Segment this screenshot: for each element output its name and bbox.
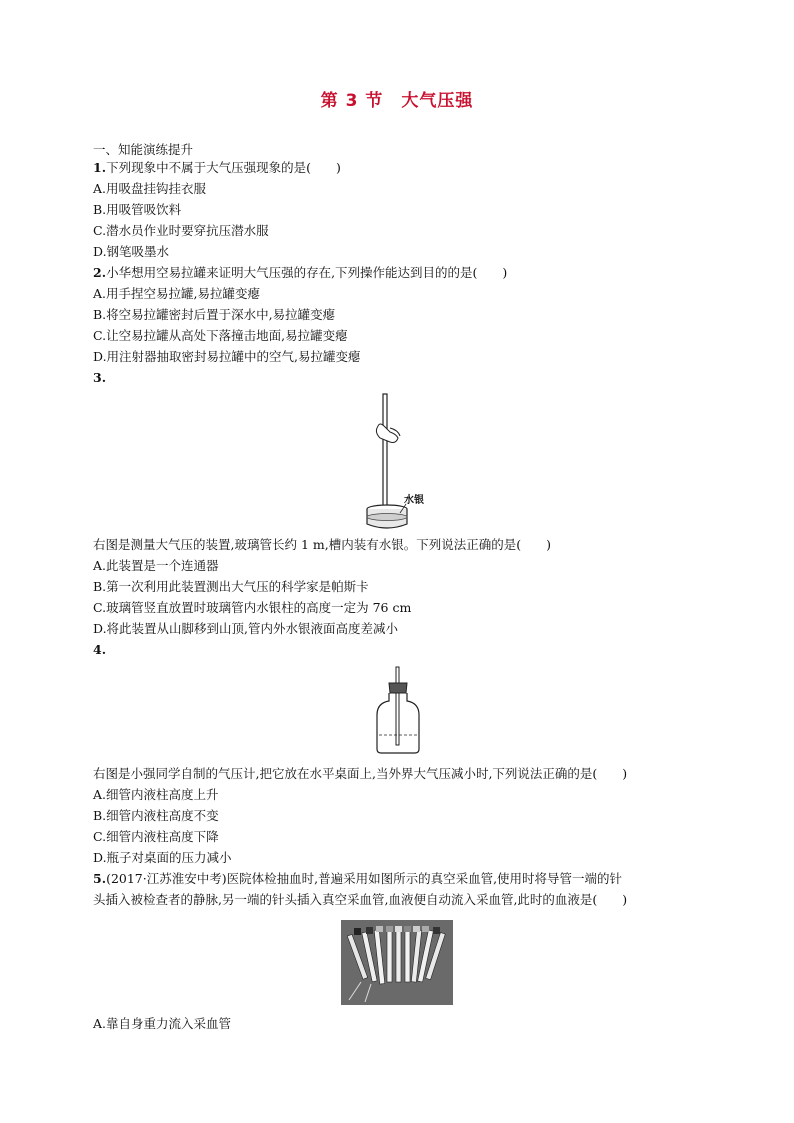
bottle xyxy=(377,693,419,753)
question-stem-line1: (2017·江苏淮安中考)医院体检抽血时,普遍采用如图所示的真空采血管,使用时将导管一端的针 xyxy=(106,871,623,886)
q3-option-d: D.将此装置从山脚移到山顶,管内外水银液面高度差减小 xyxy=(93,621,399,636)
question-number: 4. xyxy=(93,642,107,657)
torricelli-apparatus-figure xyxy=(360,392,440,532)
question-5-stem-line2: 头插入被检查者的静脉,另一端的针头插入真空采血管,血液便自动流入采血管,此时的血液是( ) xyxy=(93,892,628,907)
q2-option-b: B.将空易拉罐密封后置于深水中,易拉罐变瘪 xyxy=(93,307,336,322)
q2-option-a: A.用手捏空易拉罐,易拉罐变瘪 xyxy=(93,286,260,301)
q4-option-a: A.细管内液柱高度上升 xyxy=(93,787,219,802)
mercury-surface xyxy=(367,514,407,521)
q4-option-b: B.细管内液柱高度不变 xyxy=(93,808,219,823)
question-3-stem: 右图是测量大气压的装置,玻璃管长约 1 m,槽内装有水银。下列说法正确的是( ) xyxy=(93,537,551,552)
question-number: 2. xyxy=(93,265,107,280)
question-2 xyxy=(93,265,723,281)
question-4-number xyxy=(93,642,723,658)
question-4-stem: 右图是小强同学自制的气压计,把它放在水平桌面上,当外界大气压减小时,下列说法正确的是( ) xyxy=(93,766,628,781)
q3-option-a: A.此装置是一个连通器 xyxy=(93,558,219,573)
q4-option-d: D.瓶子对桌面的压力减小 xyxy=(93,850,232,865)
question-number: 3. xyxy=(93,370,107,385)
question-5 xyxy=(93,871,723,887)
blood-collection-tubes-photo xyxy=(341,920,453,1005)
question-stem: 下列现象中不属于大气压强现象的是( ) xyxy=(106,160,341,175)
question-3-number xyxy=(93,370,723,386)
q4-option-c: C.细管内液柱高度下降 xyxy=(93,829,219,844)
q1-option-b: B.用吸管吸饮料 xyxy=(93,202,182,217)
question-number: 1. xyxy=(93,160,107,175)
thin-tube xyxy=(396,667,399,745)
q3-option-b: B.第一次利用此装置测出大气压的科学家是帕斯卡 xyxy=(93,579,369,594)
tubes-illustration xyxy=(341,920,453,1005)
section-heading: 一、知能演练提升 xyxy=(93,142,194,157)
question-stem: 小华想用空易拉罐来证明大气压强的存在,下列操作能达到目的的是( ) xyxy=(106,265,508,280)
q1-option-d: D.钢笔吸墨水 xyxy=(93,244,170,259)
q3-option-c: C.玻璃管竖直放置时玻璃管内水银柱的高度一定为 76 cm xyxy=(93,600,412,615)
q5-option-a: A.靠自身重力流入采血管 xyxy=(93,1016,232,1031)
question-1 xyxy=(93,160,723,176)
mercury-label: 水银 xyxy=(404,495,424,506)
barometer-bottle-figure xyxy=(373,665,423,757)
q2-option-d: D.用注射器抽取密封易拉罐中的空气,易拉罐变瘪 xyxy=(93,349,361,364)
stopper xyxy=(389,683,407,693)
glass-tube xyxy=(383,394,387,519)
page-title: 第 3 节 大气压强 xyxy=(320,91,474,111)
q1-option-a: A.用吸盘挂钩挂衣服 xyxy=(93,181,207,196)
question-number: 5. xyxy=(93,871,107,886)
q2-option-c: C.让空易拉罐从高处下落撞击地面,易拉罐变瘪 xyxy=(93,328,348,343)
q1-option-c: C.潜水员作业时要穿抗压潜水服 xyxy=(93,223,269,238)
